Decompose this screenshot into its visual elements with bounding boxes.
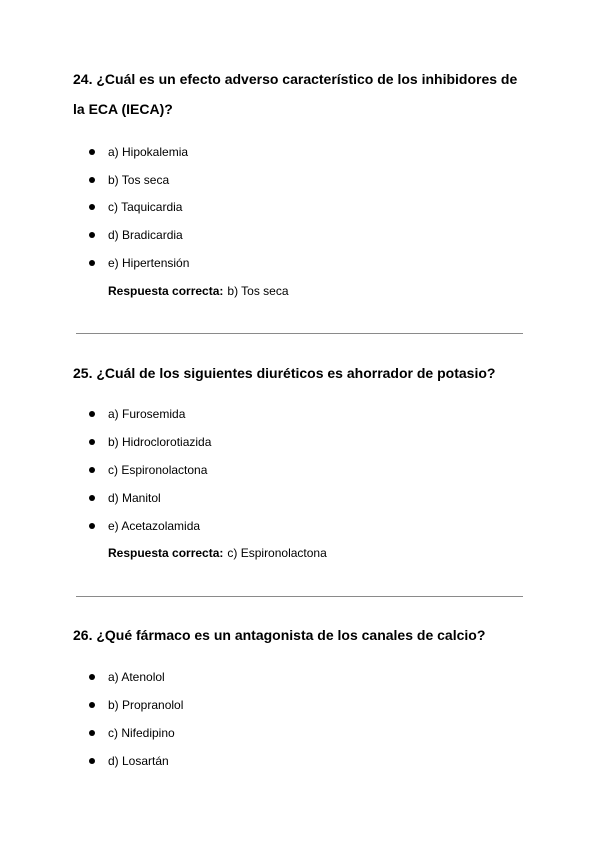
- list-item: [89, 434, 211, 450]
- divider: [76, 596, 523, 597]
- correct-answer: [108, 283, 289, 299]
- bullet-icon: [89, 232, 95, 238]
- list-item: [89, 725, 175, 741]
- option-text: d) Manitol: [108, 491, 161, 505]
- option-text: c) Espironolactona: [108, 463, 208, 477]
- option-text: e) Hipertensión: [108, 256, 190, 270]
- list-item: [89, 669, 165, 685]
- option-text: a) Furosemida: [108, 407, 186, 421]
- list-item: [89, 518, 200, 534]
- list-item: [89, 753, 169, 769]
- option-text: b) Propranolol: [108, 698, 184, 712]
- option-text: b) Hidroclorotiazida: [108, 435, 212, 449]
- option-text: c) Taquicardia: [108, 200, 183, 214]
- option-text: b) Tos seca: [108, 173, 170, 187]
- question-title: 25. ¿Cuál de los siguientes diuréticos es ahorrador de potasio?: [73, 365, 496, 381]
- bullet-icon: [89, 523, 95, 529]
- option-text: e) Acetazolamida: [108, 519, 201, 533]
- list-item: [89, 199, 182, 215]
- bullet-icon: [89, 149, 95, 155]
- bullet-icon: [89, 177, 95, 183]
- list-item: [89, 172, 169, 188]
- answer-label: Respuesta correcta:: [108, 284, 224, 298]
- list-item: [89, 227, 183, 243]
- bullet-icon: [89, 411, 95, 417]
- bullet-icon: [89, 204, 95, 210]
- question-title: 26. ¿Qué fármaco es un antagonista de los canales de calcio?: [73, 627, 486, 643]
- answer-value: b) Tos seca: [227, 284, 289, 298]
- question-title: 24. ¿Cuál es un efecto adverso característico de los inhibidores de la ECA (IECA)?: [73, 71, 518, 117]
- option-text: a) Atenolol: [108, 670, 165, 684]
- option-text: a) Hipokalemia: [108, 145, 189, 159]
- answer-value: c) Espironolactona: [227, 546, 327, 560]
- bullet-icon: [89, 467, 95, 473]
- option-text: d) Losartán: [108, 754, 169, 768]
- bullet-icon: [89, 674, 95, 680]
- divider: [76, 333, 523, 334]
- list-item: [89, 490, 161, 506]
- bullet-icon: [89, 702, 95, 708]
- list-item: [89, 462, 207, 478]
- option-text: c) Nifedipino: [108, 726, 175, 740]
- bullet-icon: [89, 495, 95, 501]
- list-item: [89, 697, 183, 713]
- list-item: [89, 144, 188, 160]
- bullet-icon: [89, 439, 95, 445]
- option-text: d) Bradicardia: [108, 228, 183, 242]
- bullet-icon: [89, 758, 95, 764]
- answer-label: Respuesta correcta:: [108, 546, 224, 560]
- bullet-icon: [89, 260, 95, 266]
- list-item: [89, 255, 189, 271]
- list-item: [89, 406, 185, 422]
- bullet-icon: [89, 730, 95, 736]
- correct-answer: [108, 545, 327, 561]
